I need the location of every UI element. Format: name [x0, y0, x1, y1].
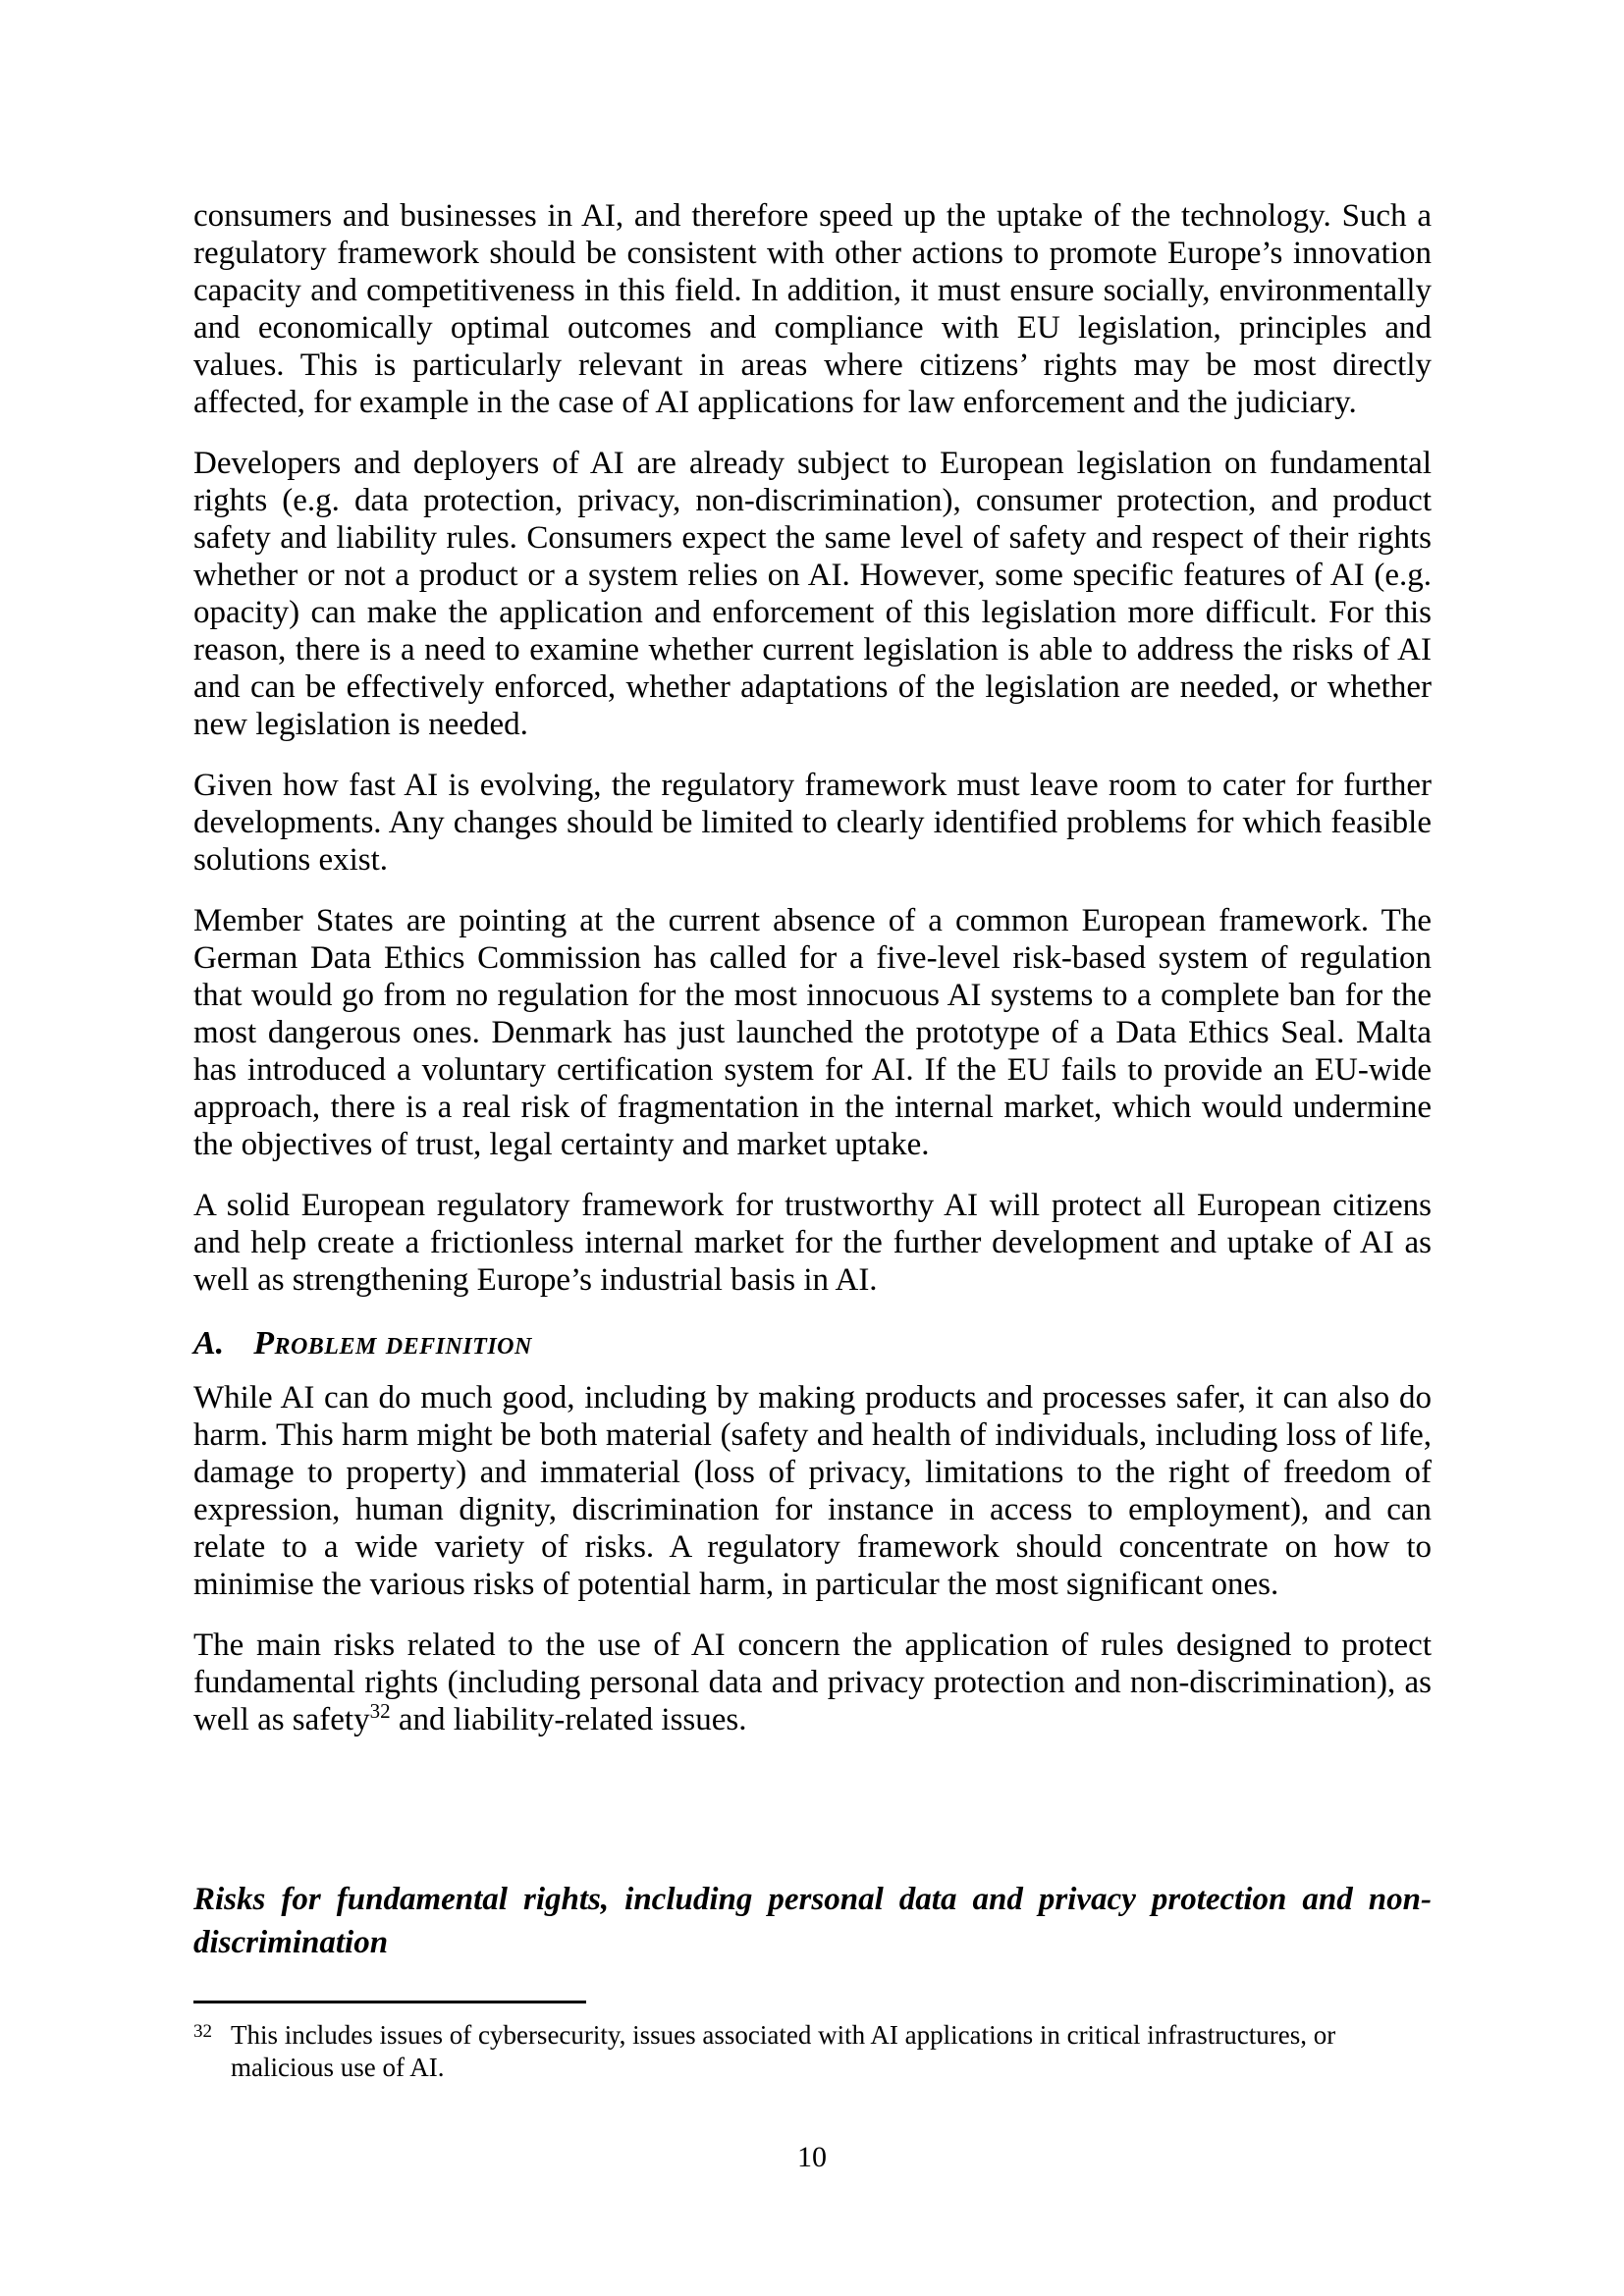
paragraph-while-ai: While AI can do much good, including by making products and processes safer, it can also do harm. This harm might be both material (safety and health of individuals, including loss of life, damage to property) and immaterial (loss of privacy, limitations to the right of freedom of expression, human dignity, discrimination for instance in access to employment), and can relate to a wide variety of risks. A regulatory framework should concentrate on how to minimise the various risks of potential harm, in particular the most significant ones.: [193, 1380, 1432, 1602]
footnote-separator-line: [193, 2001, 586, 2003]
page-number: 10: [797, 2141, 827, 2173]
paragraph-uptake-technology: consumers and businesses in AI, and therefore speed up the uptake of the technology. Such a regulatory framework should be consistent with other actions to promote Europe’s innovation capacity and competitiveness in this field. In addition, it must ensure socially, environmentally and economically optimal outcomes and compliance with EU legislation, principles and values. This is particularly relevant in areas where citizens’ rights may be most directly affected, for example in the case of AI applications for law enforcement and the judiciary.: [193, 198, 1432, 420]
footnote-text: This includes issues of cybersecurity, issues associated with AI applications in critical infrastructures, or malicious use of AI.: [231, 2020, 1336, 2082]
section-heading-problem-definition: [193, 1322, 1432, 1365]
paragraph-solid-framework: A solid European regulatory framework for trustworthy AI will protect all European citizens and help create a frictionless internal market for the further development and uptake of AI as well as strengthening Europe’s industrial basis in AI.: [193, 1188, 1432, 1298]
paragraph-main-risks: [193, 1627, 1432, 1738]
section-heading-title: Problem definition: [253, 1325, 532, 1362]
paragraph-member-states: Member States are pointing at the current absence of a common European framework. The German Data Ethics Commission has called for a five-level risk-based system of regulation that would go from no regulation for the most innocuous AI systems to a complete ban for the most dangerous ones. Denmark has just launched the prototype of a Data Ethics Seal. Malta has introduced a voluntary certification system for AI. If the EU fails to provide an EU-wide approach, there is a real risk of fragmentation in the internal market, which would undermine the objectives of trust, legal certainty and market uptake.: [193, 903, 1432, 1162]
risks-subheading: Risks for fundamental rights, including personal data and privacy protection and non-discrimination: [193, 1882, 1432, 1960]
footnote-32: [193, 2019, 1432, 2084]
main-risks-text-continued: and liability-related issues.: [390, 1702, 747, 1737]
main-risks-text: The main risks related to the use of AI concern the application of rules designed to protect fundamental rights (including personal data and privacy protection and non-discrimination), as well as safety: [193, 1628, 1432, 1737]
paragraph-ai-evolving: Given how fast AI is evolving, the regulatory framework must leave room to cater for further developments. Any changes should be limited to clearly identified problems for which feasible solutions exist.: [193, 768, 1432, 878]
footnote-area: [193, 2001, 1432, 2084]
section-heading-number: A.: [193, 1325, 225, 1362]
footnote-reference-32: 32: [369, 1699, 391, 1723]
footnote-marker: 32: [193, 2021, 212, 2042]
paragraph-developers-deployers: Developers and deployers of AI are already subject to European legislation on fundamental rights (e.g. data protection, privacy, non-discrimination), consumer protection, and product safety and liability rules. Consumers expect the same level of safety and respect of their rights whether or not a product or a system relies on AI. However, some specific features of AI (e.g. opacity) can make the application and enforcement of this legislation more difficult. For this reason, there is a need to examine whether current legislation is able to address the risks of AI and can be effectively enforced, whether adaptations of the legislation are needed, or whether new legislation is needed.: [193, 446, 1432, 742]
document-body: [193, 197, 1432, 1964]
